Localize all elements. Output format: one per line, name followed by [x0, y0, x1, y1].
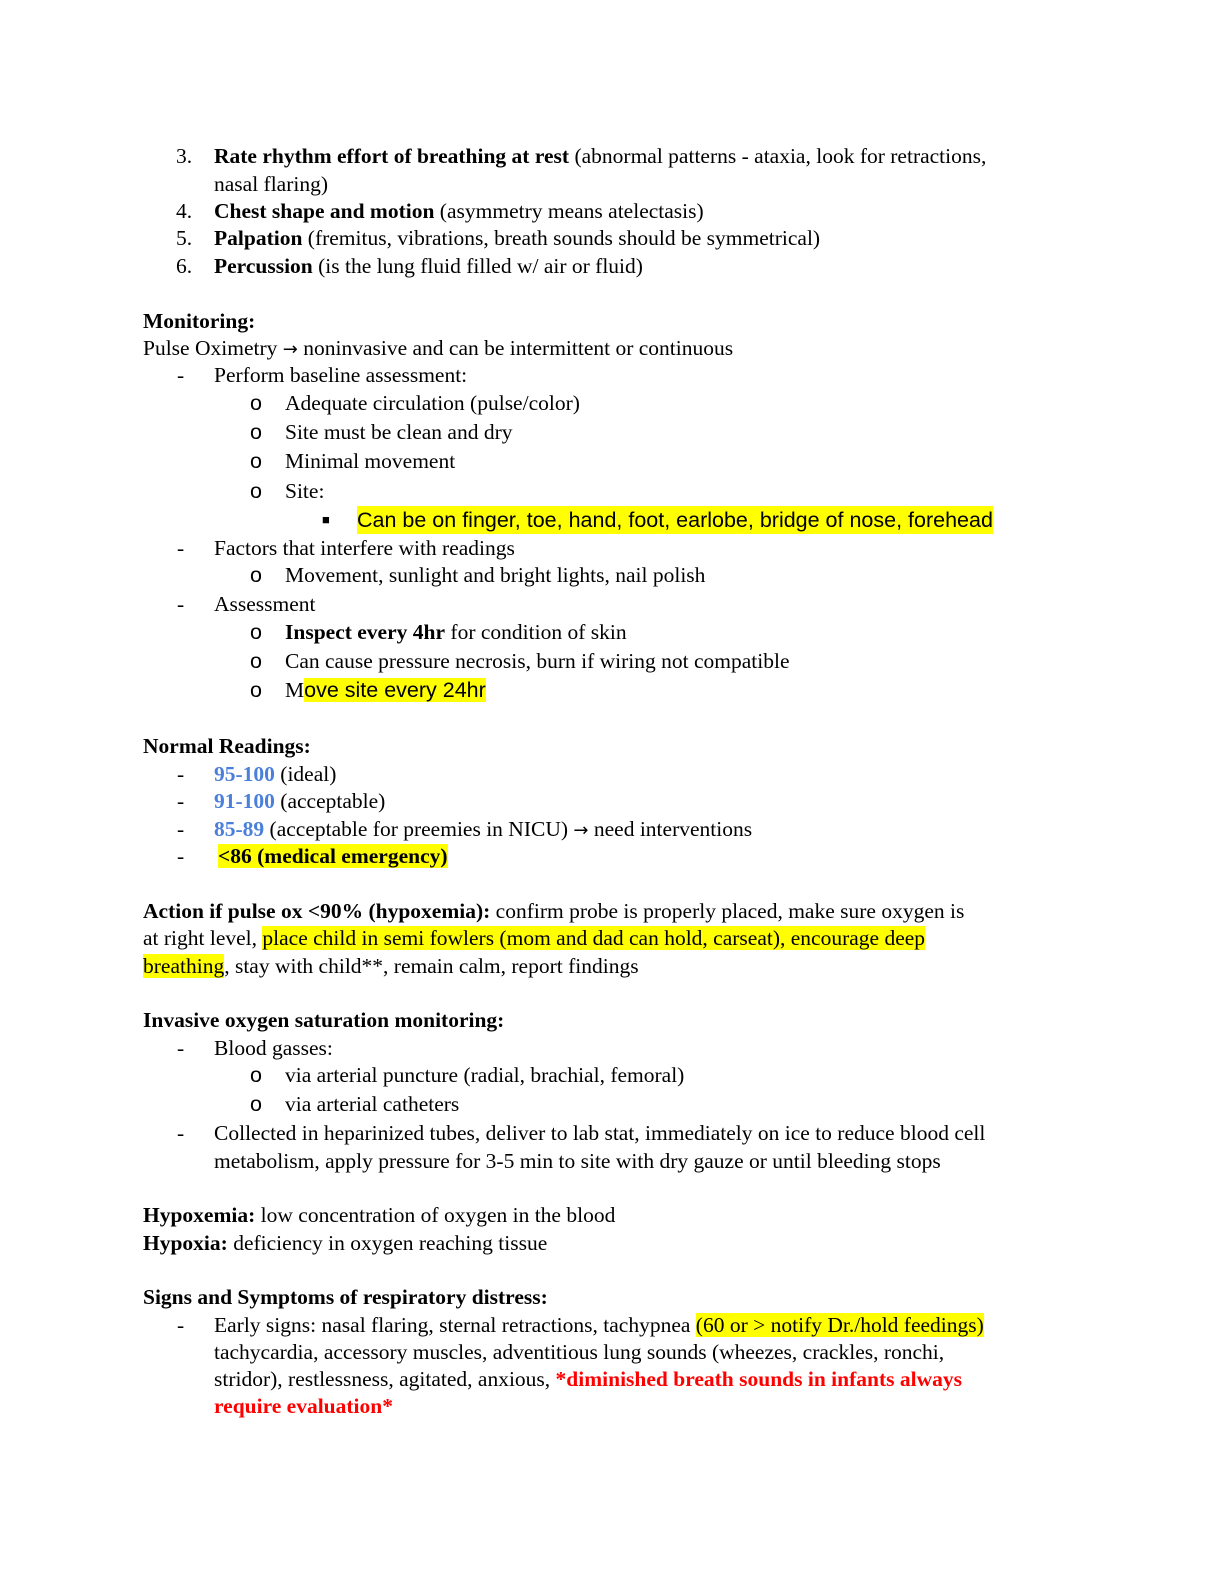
dash-bullet-icon: -: [177, 1313, 185, 1337]
pulse-oximetry-line: Pulse Oximetry → noninvasive and can be intermittent or continuous: [143, 336, 734, 360]
list-number: 3.: [176, 144, 193, 168]
definition-hypoxemia: Hypoxemia: low concentration of oxygen in the blood: [143, 1203, 616, 1227]
sub-bullet: o Inspect every 4hr for condition of skin: [250, 620, 627, 644]
action-line-1: Action if pulse ox <90% (hypoxemia): confirm probe is properly placed, make sure oxygen is: [143, 899, 965, 923]
bullet-early-signs-continued: [0, 1392, 1224, 1420]
bullet-collected-continued: metabolism, apply pressure for 3-5 min to site with dry gauze or until bleeding stops: [214, 1149, 941, 1173]
circle-bullet-icon: o: [250, 1063, 262, 1087]
circle-bullet-icon: o: [250, 620, 262, 644]
sub-bullet: o Site:: [250, 479, 325, 503]
reading-item: - 85-89 (acceptable for preemies in NICU) → need interventions: [177, 817, 753, 841]
definition-hypoxia: Hypoxia: deficiency in oxygen reaching tissue: [143, 1231, 548, 1255]
reading-item-emergency: [0, 842, 1224, 870]
dash-bullet-icon: -: [177, 1036, 185, 1060]
bullet-factors: - Factors that interfere with readings: [177, 536, 515, 560]
list-item-4: 4. Chest shape and motion (asymmetry means atelectasis): [176, 199, 704, 223]
dash-bullet-icon: -: [177, 789, 185, 813]
circle-bullet-icon: o: [250, 649, 262, 673]
sub-bullet: o Move site every 24hr: [250, 678, 486, 702]
highlighted-text: place child in semi fowlers (mom and dad can hold, carseat), encourage deep: [262, 926, 926, 950]
dash-bullet-icon: -: [177, 363, 185, 387]
dash-bullet-icon: -: [177, 536, 185, 560]
monitoring-heading: Monitoring:: [143, 309, 256, 333]
circle-bullet-icon: o: [250, 449, 262, 473]
bullet-early-signs-continued: tachycardia, accessory muscles, adventitious lung sounds (wheezes, crackles, ronchi,: [214, 1340, 945, 1364]
signs-heading: Signs and Symptoms of respiratory distress:: [143, 1285, 548, 1309]
bullet-early-signs-continued: stridor), restlessness, agitated, anxious, *diminished breath sounds in infants always: [214, 1367, 962, 1391]
sub-bullet: o Site must be clean and dry: [250, 420, 513, 444]
dash-bullet-icon: -: [177, 592, 185, 616]
highlighted-text: Can be on finger, toe, hand, foot, earlobe, bridge of nose, forehead: [357, 508, 993, 532]
circle-bullet-icon: o: [250, 563, 262, 587]
dash-bullet-icon: -: [177, 762, 185, 786]
list-item-3-continued: nasal flaring): [214, 172, 329, 196]
sub-bullet: o via arterial puncture (radial, brachial, femoral): [250, 1063, 685, 1087]
right-arrow-icon: →: [573, 820, 589, 841]
highlighted-text: breathing: [143, 954, 225, 978]
highlighted-text: ove site every 24hr: [304, 678, 486, 702]
bullet-blood-gasses: - Blood gasses:: [177, 1036, 333, 1060]
list-item-6: 6. Percussion (is the lung fluid filled w/ air or fluid): [176, 254, 643, 278]
list-item-3: [0, 142, 1224, 170]
circle-bullet-icon: o: [250, 1092, 262, 1116]
action-line-3: breathing, stay with child**, remain calm, report findings: [143, 954, 639, 978]
square-bullet-icon: ■: [322, 512, 330, 527]
dash-bullet-icon: -: [177, 844, 185, 868]
invasive-heading: Invasive oxygen saturation monitoring:: [143, 1008, 505, 1032]
dash-bullet-icon: -: [177, 817, 185, 841]
circle-bullet-icon: o: [250, 391, 262, 415]
sub-bullet: o Adequate circulation (pulse/color): [250, 391, 580, 415]
sub-bullet: o Can cause pressure necrosis, burn if wiring not compatible: [250, 649, 790, 673]
circle-bullet-icon: o: [250, 420, 262, 444]
sub-bullet: o Minimal movement: [250, 449, 456, 473]
right-arrow-icon: →: [282, 339, 298, 360]
circle-bullet-icon: o: [250, 678, 262, 702]
bullet-collected: - Collected in heparinized tubes, deliver to lab stat, immediately on ice to reduce blood cell: [177, 1121, 986, 1145]
warning-text: *diminished breath sounds in infants always: [555, 1367, 962, 1391]
sub-bullet: o Movement, sunlight and bright lights, nail polish: [250, 563, 706, 587]
highlighted-text: <86 (medical emergency): [218, 844, 448, 868]
reading-item: - 95-100 (ideal): [177, 762, 337, 786]
list-text: Rate rhythm effort of breathing at rest (abnormal patterns - ataxia, look for retractions,: [214, 144, 987, 168]
normal-readings-heading: Normal Readings:: [143, 734, 311, 758]
sub-bullet: o via arterial catheters: [250, 1092, 460, 1116]
circle-bullet-icon: o: [250, 479, 262, 503]
dash-bullet-icon: -: [177, 1121, 185, 1145]
action-line-2: at right level, place child in semi fowlers (mom and dad can hold, carseat), encourage deep: [143, 926, 926, 950]
list-item-5: 5. Palpation (fremitus, vibrations, breath sounds should be symmetrical): [176, 226, 821, 250]
sub-sub-bullet: [0, 506, 1224, 534]
bullet-assessment: - Assessment: [177, 592, 316, 616]
highlighted-text: (60 or > notify Dr./hold feedings): [695, 1313, 984, 1337]
reading-item: - 91-100 (acceptable): [177, 789, 386, 813]
warning-text: require evaluation*: [214, 1394, 393, 1418]
bullet-early-signs: - Early signs: nasal flaring, sternal retractions, tachypnea (60 or > notify Dr./hold feedings): [177, 1313, 984, 1337]
bullet-baseline: - Perform baseline assessment:: [177, 363, 468, 387]
